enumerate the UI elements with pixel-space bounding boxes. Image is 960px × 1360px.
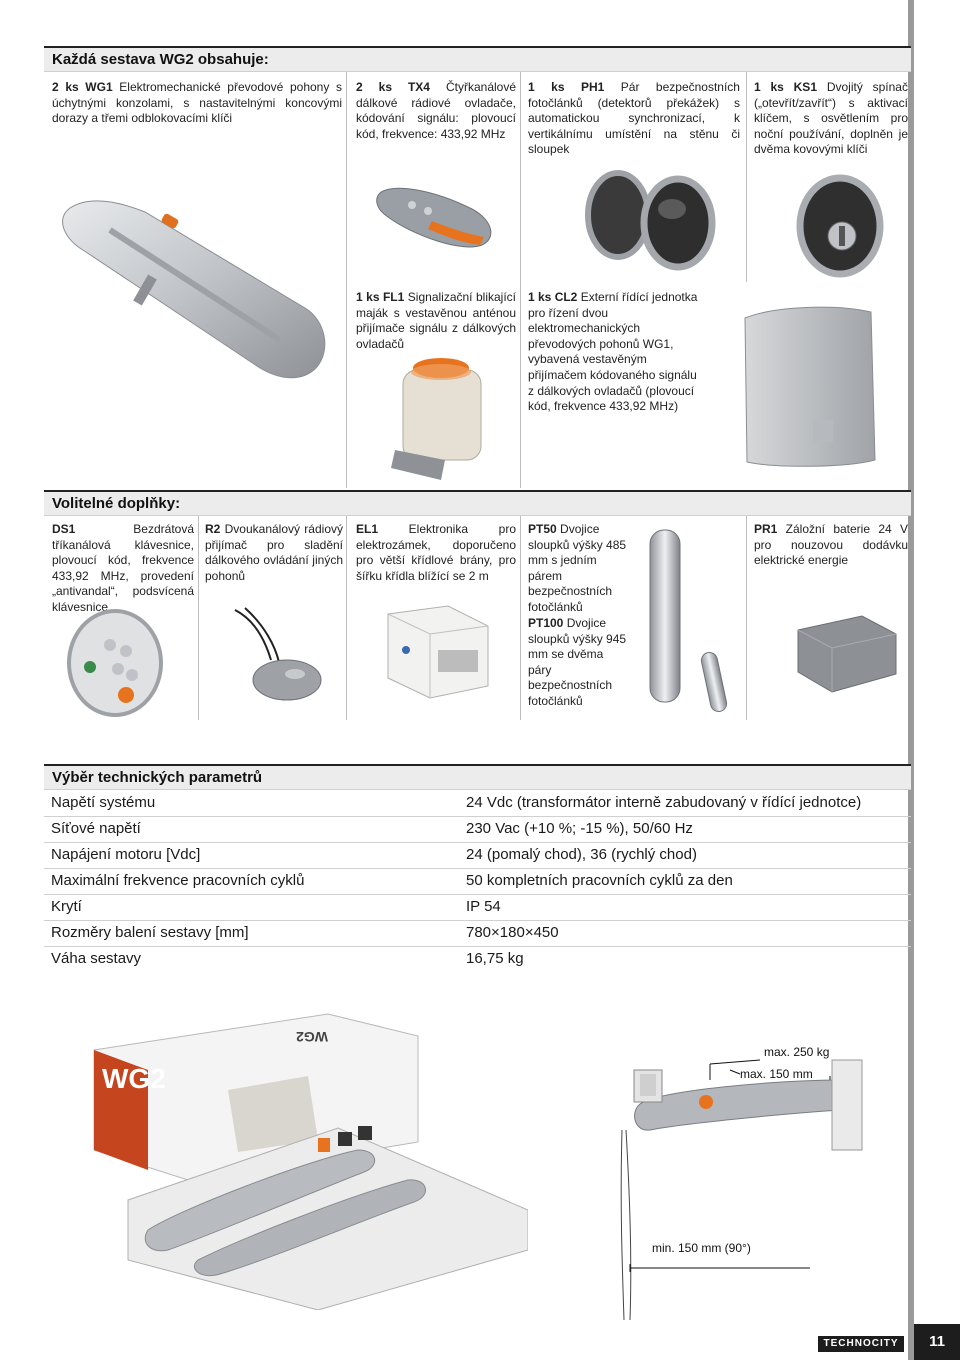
item-ks1 bbox=[754, 80, 908, 158]
cl2-control-unit-image bbox=[735, 300, 885, 475]
item-pt50 bbox=[528, 522, 630, 616]
item-pt100 bbox=[528, 616, 630, 710]
item-name: 1 ks KS1 bbox=[754, 80, 817, 94]
item-name: 1 ks CL2 bbox=[528, 290, 578, 304]
param-value: 50 kompletních pracovních cyklů za den bbox=[466, 872, 733, 889]
item-desc: Dvojitý spínač („otevřít/zavřít“) s aktivací klíčem, s osvětlením pro noční používání, doplněn je dvěma kovovými klíči bbox=[754, 80, 908, 157]
diagram-max-weight: max. 250 kg bbox=[764, 1045, 830, 1059]
item-desc: Záložní baterie 24 V pro nouzovou dodávku elektrické energie bbox=[754, 522, 908, 568]
param-row bbox=[44, 842, 911, 869]
pt-posts-image bbox=[640, 522, 740, 717]
param-label: Maximální frekvence pracovních cyklů bbox=[51, 872, 305, 889]
item-el1 bbox=[356, 522, 516, 584]
item-name: EL1 bbox=[356, 522, 379, 536]
item-pr1 bbox=[754, 522, 908, 569]
column-divider bbox=[746, 516, 747, 720]
param-row bbox=[44, 868, 911, 895]
item-desc: Dvojice sloupků výšky 485 mm s jedním párem bezpečnostních fotočlánků bbox=[528, 522, 627, 614]
param-row bbox=[44, 946, 911, 972]
item-name: 1 ks FL1 bbox=[356, 290, 405, 304]
section-title: Volitelné doplňky: bbox=[52, 495, 181, 512]
item-name: PT100 bbox=[528, 616, 564, 630]
param-row bbox=[44, 790, 911, 817]
param-value: 24 Vdc (transformátor interně zabudovaný v řídící jednotce) bbox=[466, 794, 862, 811]
diagram-max-width: max. 150 mm bbox=[740, 1067, 813, 1081]
item-name: 2 ks TX4 bbox=[356, 80, 430, 94]
column-divider bbox=[746, 72, 747, 282]
item-name: DS1 bbox=[52, 522, 76, 536]
param-label: Krytí bbox=[51, 898, 82, 915]
item-name: R2 bbox=[205, 522, 221, 536]
param-value: 16,75 kg bbox=[466, 950, 524, 967]
section-header-contents bbox=[44, 46, 911, 72]
pr1-battery-image bbox=[792, 610, 902, 700]
kit-box-image bbox=[88, 1010, 528, 1310]
item-desc: Elektromechanické převodové pohony s úchytnými konzolami, s nastavitelnými koncovými dorazy a třemi odblokovacími klíči bbox=[52, 80, 342, 126]
section-header-accessories bbox=[44, 490, 911, 516]
wg1-actuator-image bbox=[50, 190, 340, 390]
r2-receiver-image bbox=[225, 600, 335, 710]
ds1-keypad-image bbox=[60, 605, 170, 720]
item-desc: Dvoukanálový rádiový přijímač pro sladění dálkového ovládání jiných pohonů bbox=[205, 522, 343, 583]
item-name: PR1 bbox=[754, 522, 778, 536]
item-name: 1 ks PH1 bbox=[528, 80, 605, 94]
item-desc: Dvojice sloupků výšky 945 mm se dvěma páry bezpečnostních fotočlánků bbox=[528, 616, 627, 708]
param-label: Síťové napětí bbox=[51, 820, 141, 837]
param-value: 24 (pomalý chod), 36 (rychlý chod) bbox=[466, 846, 697, 863]
param-value: IP 54 bbox=[466, 898, 501, 915]
item-desc: Pár bezpečnostních fotočlánků (detektorů překážek) s automatickou synchronizací, k vertikálnímu umístění na stěnu či sloupek bbox=[528, 80, 740, 157]
param-value: 230 Vac (+10 %; -15 %), 50/60 Hz bbox=[466, 820, 693, 837]
fl1-lamp-image bbox=[385, 350, 495, 485]
item-desc: Signalizační blikající maják s vestavěnou anténou přijímače signálu z dálkových ovladačů bbox=[356, 290, 516, 351]
param-row bbox=[44, 920, 911, 947]
tx4-remote-image bbox=[372, 175, 502, 255]
box-brand-text: WG2 bbox=[102, 1063, 166, 1094]
column-divider bbox=[346, 516, 347, 720]
item-desc: Elektronika pro elektrozámek, doporučeno pro větší křídlové brány, pro šířku křídla blížící se 2 m bbox=[356, 522, 516, 583]
page-number: 11 bbox=[914, 1324, 960, 1360]
section-title: Každá sestava WG2 obsahuje: bbox=[52, 51, 269, 68]
param-label: Váha sestavy bbox=[51, 950, 142, 967]
item-desc: Bezdrátová tříkanálová klávesnice, plovoucí kód, frekvence 433,92 MHz, provedení „antivandal“, podsvícená klávesnice bbox=[52, 522, 194, 614]
item-cl2 bbox=[528, 290, 703, 415]
technocity-logo: TECHNOCITY bbox=[818, 1336, 904, 1352]
item-ph1 bbox=[528, 80, 740, 158]
item-r2 bbox=[205, 522, 343, 584]
item-tx4 bbox=[356, 80, 516, 142]
item-name: PT50 bbox=[528, 522, 557, 536]
item-fl1 bbox=[356, 290, 516, 352]
item-wg1 bbox=[52, 80, 342, 127]
ks1-keyswitch-image bbox=[790, 170, 890, 280]
column-divider bbox=[520, 516, 521, 720]
installation-diagram bbox=[560, 1020, 905, 1320]
diagram-min-clearance: min. 150 mm (90°) bbox=[652, 1241, 751, 1255]
section-header-parameters bbox=[44, 764, 911, 790]
param-label: Napětí systému bbox=[51, 794, 156, 811]
right-edge-rule bbox=[908, 0, 914, 1360]
param-label: Rozměry balení sestavy [mm] bbox=[51, 924, 249, 941]
section-title: Výběr technických parametrů bbox=[52, 769, 263, 786]
column-divider bbox=[346, 72, 347, 488]
param-label: Napájení motoru [Vdc] bbox=[51, 846, 201, 863]
item-desc: Externí řídící jednotka pro řízení dvou elektromechanických převodových pohonů WG1, vybavená vestavěným přijímačem kódovaného signálu z dálkových ovladačů (plovoucí kód, frekvence 433,92 MHz) bbox=[528, 290, 698, 414]
item-desc: Čtyřkanálové dálkové rádiové ovladače, kódování signálu: plovoucí kód, frekvence: 433,92 MHz bbox=[356, 80, 516, 141]
ph1-photocells-image bbox=[580, 165, 730, 275]
item-name: 2 ks WG1 bbox=[52, 80, 113, 94]
el1-module-image bbox=[378, 600, 498, 710]
param-row bbox=[44, 894, 911, 921]
item-ds1 bbox=[52, 522, 194, 616]
param-row bbox=[44, 816, 911, 843]
box-brand-mirror-text: WG2 bbox=[296, 1029, 328, 1045]
column-divider bbox=[520, 72, 521, 488]
column-divider bbox=[198, 516, 199, 720]
param-value: 780×180×450 bbox=[466, 924, 559, 941]
